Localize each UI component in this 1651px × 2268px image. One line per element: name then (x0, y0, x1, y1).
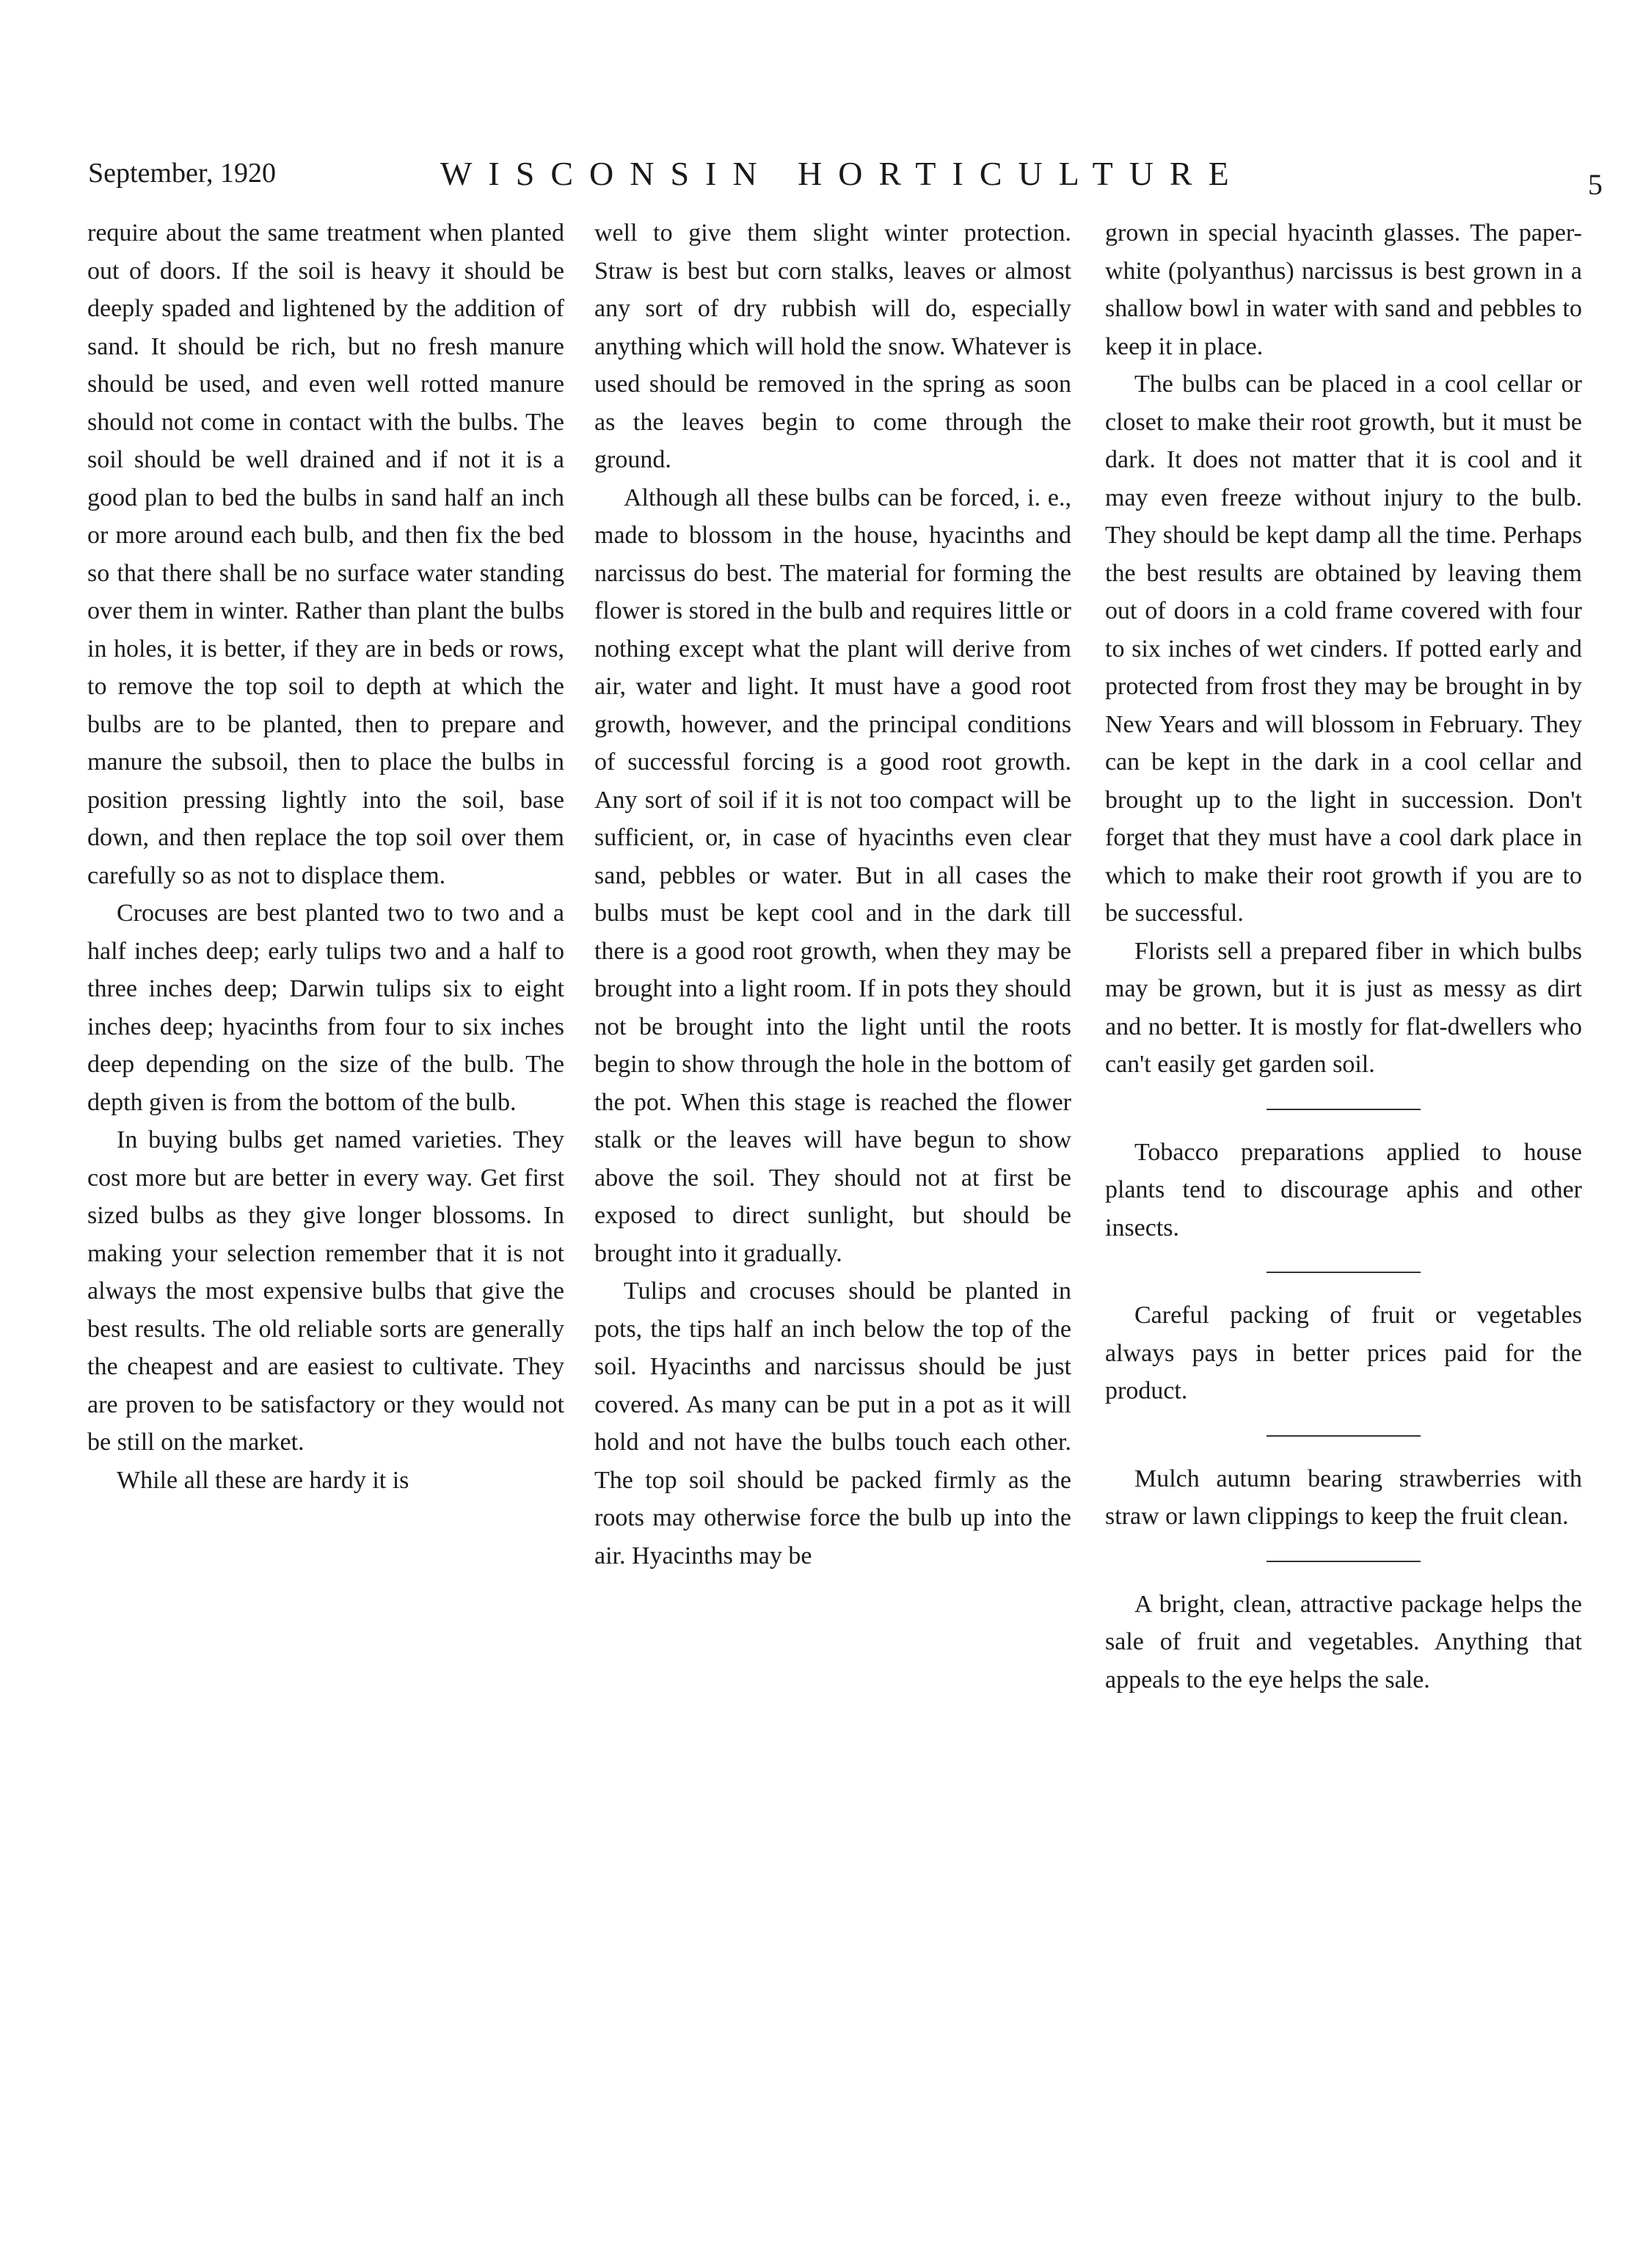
paragraph: Tulips and crocuses should be planted in pots, the tips half an inch below the top of the soil. Hyacinths and narcissus should be just covered. As many can be put in a pot as it will hold and not have the bulbs touch each other. The top soil should be packed firmly as the roots may otherwise force the bulb up into the air. Hyacinths may be (594, 1277, 1071, 1569)
page-header (88, 155, 1603, 201)
paragraph: Florists sell a prepared fiber in which bulbs may be grown, but it is just as messy as dirt and no better. It is mostly for flat-dwellers who can't easily get garden soil. (1105, 937, 1582, 1078)
column-right (1105, 214, 1582, 1699)
filler-note: A bright, clean, attractive package helps the sale of fruit and vegetables. Anything that appeals to the eye helps the sale. (1105, 1590, 1582, 1693)
paragraph: require about the same treatment when planted out of doors. If the soil is heavy it should be deeply spaded and lightened by the addition of sand. It should be rich, but no fresh manure should be used, and even well rotted manure should not come in contact with the bulbs. The soil should be well drained and if not it is a good plan to bed the bulbs in sand half an inch or more around each bulb, and then fix the bed so that there shall be no surface water standing over them in winter. Rather than plant the bulbs in holes, it is better, if they are in beds or rows, to remove the top soil to depth at which the bulbs are to be planted, then to prepare and manure the subsoil, then to place the bulbs in position pressing lightly into the soil, base down, and then replace the top soil over them carefully so as not to displace them. (87, 219, 564, 889)
divider (1267, 1561, 1421, 1562)
divider (1267, 1109, 1421, 1110)
column-middle (594, 214, 1071, 1575)
paragraph: In buying bulbs get named varieties. They cost more but are better in every way. Get first sized bulbs as they give longer blossoms. In making your selection remember that it is not always the most expensive bulbs that give the best results. The old reliable sorts are generally the cheapest and are easiest to cultivate. They are proven to be satisfactory or they would not be still on the market. (87, 1126, 564, 1456)
paragraph: Crocuses are best planted two to two and a half inches deep; early tulips two and a half to three inches deep; Darwin tulips six to eight inches deep; hyacinths from four to six inches deep depending on the size of the bulb. The depth given is from the bottom of the bulb. (87, 900, 564, 1116)
page-number: 5 (1588, 168, 1603, 201)
paragraph: Although all these bulbs can be forced, i. e., made to blossom in the house, hyacinths and narcissus do best. The material for forming the flower is stored in the bulb and requires little or nothing except what the plant will derive from air, water and light. It must have a good root growth, however, and the principal conditions of successful forcing is a good root growth. Any sort of soil if it is not too compact will be sufficient, or, in case of hyacinths even clear sand, pebbles or water. But in all cases the bulbs must be kept cool and in the dark till there is a good root growth, when they may be brought into a light room. If in pots they should not be brought into the light until the roots begin to show through the hole in the bottom of the pot. When this stage is reached the flower stalk or the leaves will have begun to show above the soil. They should not at first be exposed to direct sunlight, but should be brought into it gradually. (594, 484, 1071, 1267)
filler-note: Tobacco preparations applied to house plants tend to discourage aphis and other insects. (1105, 1138, 1582, 1241)
divider (1267, 1272, 1421, 1273)
divider (1267, 1435, 1421, 1437)
issue-date: September, 1920 (88, 158, 276, 189)
paragraph: grown in special hyacinth glasses. The paper-white (polyanthus) narcissus is best grown in a shallow bowl in water with sand and pebbles to keep it in place. (1105, 219, 1582, 360)
filler-note: Careful packing of fruit or vegetables always pays in better prices paid for the product. (1105, 1302, 1582, 1404)
paragraph: The bulbs can be placed in a cool cellar or closet to make their root growth, but it must be dark. It does not matter that it is cool and it may even freeze without injury to the bulb. They should be kept damp all the time. Perhaps the best results are obtained by leaving them out of doors in a cold frame covered with four to six inches of wet cinders. If potted early and protected from frost they may be brought in by New Years and will blossom in February. They can be kept in the dark in a cool cellar and brought up to the light in succession. Don't forget that they must have a cool dark place in which to make their root growth if you are to be successful. (1105, 371, 1582, 927)
paragraph: While all these are hardy it is (117, 1466, 409, 1494)
column-left (87, 214, 564, 1499)
publication-title: WISCONSIN HORTICULTURE (440, 155, 1245, 192)
filler-note: Mulch autumn bearing strawberries with straw or lawn clippings to keep the fruit clean. (1105, 1465, 1582, 1530)
paragraph: well to give them slight winter protection. Straw is best but corn stalks, leaves or almost any sort of dry rubbish will do, especially anything which will hold the snow. Whatever is used should be removed in the spring as soon as the leaves begin to come through the ground. (594, 219, 1071, 473)
